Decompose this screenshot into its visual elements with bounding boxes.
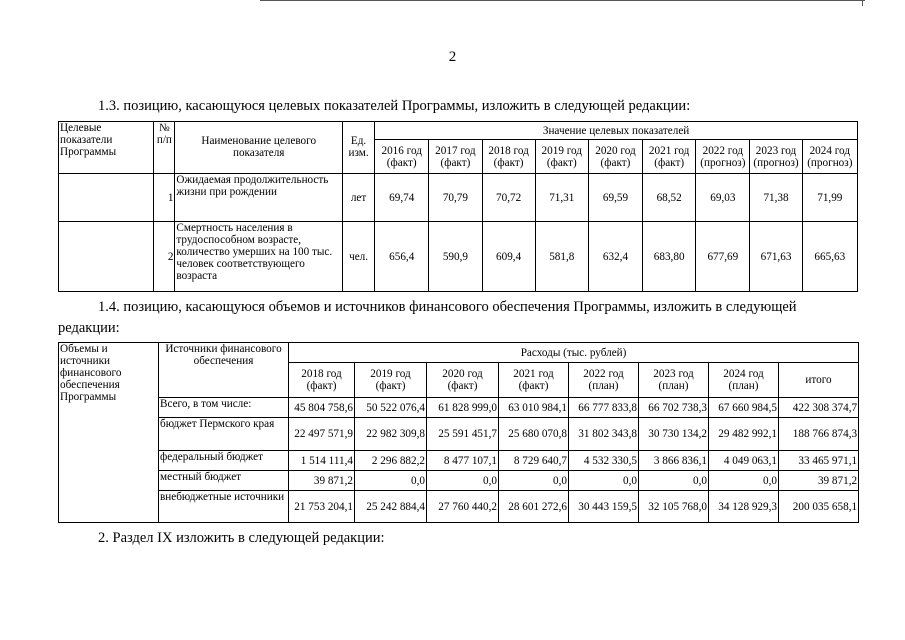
header-indicator-name: Наименование целевого показателя <box>175 122 343 174</box>
expense-value: 188 766 874,3 <box>779 418 859 451</box>
empty-cell <box>59 222 154 292</box>
expense-value: 21 753 204,1 <box>289 491 355 523</box>
year-kind: (прогноз) <box>807 156 853 169</box>
year-label: 2022 год <box>702 144 744 157</box>
paragraph-1-4-continued: редакции: <box>58 320 120 336</box>
year-label: 2023 год <box>755 144 797 157</box>
expense-value: 22 497 571,9 <box>289 418 355 451</box>
year-kind: (факт) <box>386 156 417 169</box>
header-year <box>779 363 859 398</box>
source-name: внебюджетные источники <box>159 491 289 523</box>
header-year <box>588 140 642 174</box>
year-kind: (план) <box>728 380 759 392</box>
year-label: 2021 год <box>513 368 554 380</box>
year-label: 2022 год <box>583 368 624 380</box>
year-kind: (факт) <box>447 380 478 392</box>
expense-value: 1 514 111,4 <box>289 451 355 471</box>
indicator-unit: лет <box>343 174 375 222</box>
page-number: 2 <box>448 49 457 65</box>
header-year <box>639 363 709 398</box>
indicator-value: 69,59 <box>588 174 642 222</box>
source-name: федеральный бюджет <box>159 451 289 471</box>
table-row <box>59 491 859 523</box>
expense-value: 3 866 836,1 <box>639 451 709 471</box>
year-kind: (прогноз) <box>700 156 746 169</box>
indicator-value: 677,69 <box>696 222 750 292</box>
financing-table <box>58 342 859 523</box>
expense-value: 25 242 884,4 <box>355 491 427 523</box>
table-row <box>59 398 859 418</box>
indicator-name: Смертность населения в трудоспособном возрасте, количество умерших на 100 тыс. человек соответствующего возраста <box>175 222 343 292</box>
year-label: 2017 год <box>435 144 476 157</box>
indicator-value: 581,8 <box>535 222 588 292</box>
expense-value: 61 828 999,0 <box>427 398 499 418</box>
year-label: 2020 год <box>595 144 636 157</box>
year-kind: (факт) <box>600 156 631 169</box>
table-row <box>59 418 859 451</box>
header-year <box>535 140 588 174</box>
indicator-value: 71,99 <box>802 174 857 222</box>
expense-value: 4 532 330,5 <box>569 451 639 471</box>
year-label: 2023 год <box>653 368 694 380</box>
year-label: 2018 год <box>488 144 529 157</box>
expense-value: 34 128 929,3 <box>709 491 779 523</box>
indicator-value: 68,52 <box>643 174 696 222</box>
expense-value: 0,0 <box>499 471 569 491</box>
expense-value: 32 105 768,0 <box>639 491 709 523</box>
paragraph-1-4: 1.4. позицию, касающуюся объемов и источников финансового обеспечения Программы, изложить в следующей <box>98 299 797 315</box>
target-indicators-table <box>58 121 858 292</box>
year-label: 2019 год <box>541 144 582 157</box>
expense-value: 50 522 076,4 <box>355 398 427 418</box>
header-target-indicators: Целевые показатели Программы <box>59 122 154 174</box>
header-indicator-values: Значение целевых показателей <box>375 122 858 140</box>
year-kind: (факт) <box>440 156 471 169</box>
year-label: 2024 год <box>809 144 851 157</box>
indicator-value: 71,38 <box>750 174 802 222</box>
header-year <box>709 363 779 398</box>
header-year <box>569 363 639 398</box>
header-unit: Ед. изм. <box>343 122 375 174</box>
header-year <box>643 140 696 174</box>
expense-value: 66 777 833,8 <box>569 398 639 418</box>
year-label: 2020 год <box>442 368 483 380</box>
year-label: 2021 год <box>648 144 690 157</box>
top-border-line <box>260 0 865 1</box>
header-expenses: Расходы (тыс. рублей) <box>289 343 859 363</box>
top-border-tick <box>862 0 863 6</box>
expense-value: 8 477 107,1 <box>427 451 499 471</box>
source-name: Всего, в том числе: <box>159 398 289 418</box>
indicator-value: 671,63 <box>750 222 802 292</box>
expense-value: 0,0 <box>569 471 639 491</box>
header-year <box>696 140 750 174</box>
header-year <box>499 363 569 398</box>
expense-value: 33 465 971,1 <box>779 451 859 471</box>
year-label: 2024 год <box>723 368 764 380</box>
expense-value: 45 804 758,6 <box>289 398 355 418</box>
header-year <box>289 363 355 398</box>
header-year <box>750 140 802 174</box>
expense-value: 29 482 992,1 <box>709 418 779 451</box>
year-kind: (факт) <box>654 156 685 169</box>
indicator-value: 632,4 <box>588 222 642 292</box>
expense-value: 22 982 309,8 <box>355 418 427 451</box>
year-label: 2018 год <box>301 368 342 380</box>
indicator-name: Ожидаемая продолжительность жизни при рождении <box>175 174 343 222</box>
year-kind: (прогноз) <box>753 156 799 169</box>
expense-value: 4 049 063,1 <box>709 451 779 471</box>
expense-value: 39 871,2 <box>289 471 355 491</box>
indicator-value: 69,74 <box>375 174 429 222</box>
header-year <box>429 140 482 174</box>
paragraph-2: 2. Раздел IX изложить в следующей редакции: <box>98 530 385 546</box>
expense-value: 0,0 <box>709 471 779 491</box>
indicator-value: 590,9 <box>429 222 482 292</box>
expense-value: 25 591 451,7 <box>427 418 499 451</box>
indicator-unit: чел. <box>343 222 375 292</box>
year-kind: (план) <box>588 380 619 392</box>
source-name: бюджет Пермского края <box>159 418 289 451</box>
expense-value: 39 871,2 <box>779 471 859 491</box>
table-row <box>59 222 858 292</box>
header-year <box>355 363 427 398</box>
expense-value: 27 760 440,2 <box>427 491 499 523</box>
year-kind: (факт) <box>375 380 406 392</box>
empty-cell <box>59 174 154 222</box>
header-number: № п/п <box>154 122 175 174</box>
indicator-value: 70,79 <box>429 174 482 222</box>
year-kind: (факт) <box>306 380 337 392</box>
year-label: 2016 год <box>381 144 422 157</box>
indicator-value: 656,4 <box>375 222 429 292</box>
year-label: итого <box>805 374 832 386</box>
source-name: местный бюджет <box>159 471 289 491</box>
year-kind: (план) <box>658 380 689 392</box>
expense-value: 66 702 738,3 <box>639 398 709 418</box>
table-row <box>59 451 859 471</box>
year-kind: (факт) <box>493 156 524 169</box>
header-year <box>375 140 429 174</box>
expense-value: 31 802 343,8 <box>569 418 639 451</box>
header-financing-volumes: Объемы и источники финансового обеспечения Программы <box>59 343 159 523</box>
expense-value: 67 660 984,5 <box>709 398 779 418</box>
expense-value: 8 729 640,7 <box>499 451 569 471</box>
paragraph-1-3: 1.3. позицию, касающуюся целевых показателей Программы, изложить в следующей редакции: <box>98 98 691 114</box>
indicator-value: 683,80 <box>643 222 696 292</box>
expense-value: 25 680 070,8 <box>499 418 569 451</box>
expense-value: 200 035 658,1 <box>779 491 859 523</box>
indicator-value: 609,4 <box>482 222 535 292</box>
header-year <box>802 140 857 174</box>
expense-value: 422 308 374,7 <box>779 398 859 418</box>
indicator-value: 70,72 <box>482 174 535 222</box>
indicator-value: 665,63 <box>802 222 857 292</box>
expense-value: 2 296 882,2 <box>355 451 427 471</box>
expense-value: 63 010 984,1 <box>499 398 569 418</box>
header-year <box>482 140 535 174</box>
expense-value: 0,0 <box>639 471 709 491</box>
header-year <box>427 363 499 398</box>
expense-value: 28 601 272,6 <box>499 491 569 523</box>
expense-value: 0,0 <box>355 471 427 491</box>
indicator-value: 71,31 <box>535 174 588 222</box>
table-row <box>59 471 859 491</box>
year-label: 2019 год <box>370 368 411 380</box>
year-kind: (факт) <box>518 380 549 392</box>
row-number: 1 <box>154 174 175 222</box>
expense-value: 0,0 <box>427 471 499 491</box>
expense-value: 30 730 134,2 <box>639 418 709 451</box>
table-row <box>59 174 858 222</box>
header-financing-sources: Источники финансового обеспечения <box>159 343 289 398</box>
row-number: 2 <box>154 222 175 292</box>
year-kind: (факт) <box>546 156 577 169</box>
indicator-value: 69,03 <box>696 174 750 222</box>
expense-value: 30 443 159,5 <box>569 491 639 523</box>
